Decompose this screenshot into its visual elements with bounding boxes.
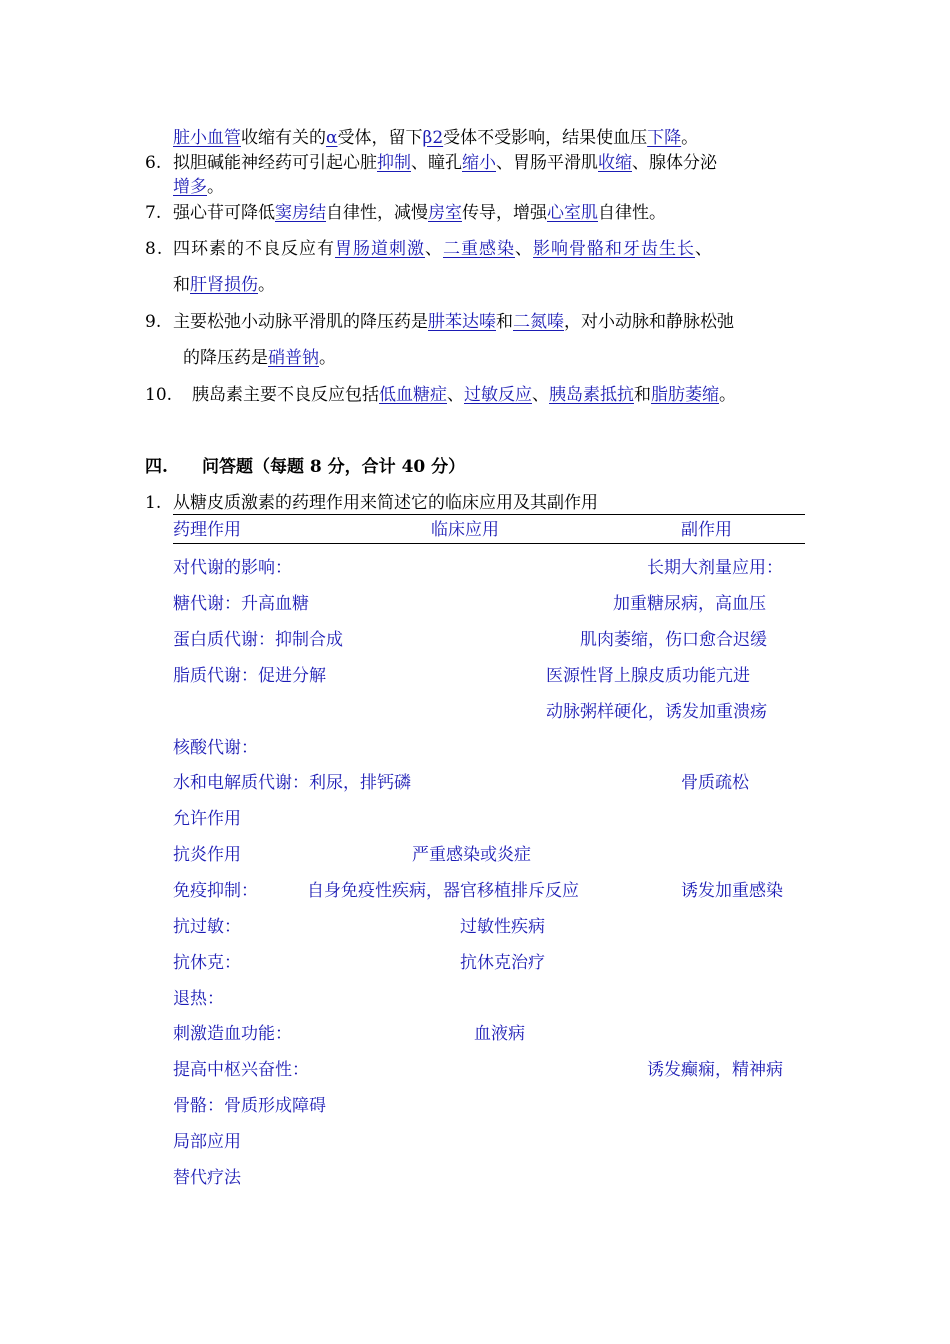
- table-top-rule: [173, 514, 805, 515]
- table-cell: 局部应用: [173, 1132, 241, 1152]
- text: 四环素的不良反应有: [173, 239, 335, 259]
- text: 受体不受影响，结果使血压: [443, 128, 648, 148]
- table-cell: 允许作用: [173, 809, 241, 829]
- table-cell: 蛋白质代谢：抑制合成: [173, 630, 343, 650]
- fill-item-7: [145, 202, 666, 224]
- table-cell: 骨骼：骨质形成障碍: [173, 1096, 326, 1116]
- table-cell: 加重糖尿病，高血压: [613, 594, 766, 614]
- table-cell: 对代谢的影响：: [173, 558, 292, 578]
- text: 的降压药是: [183, 348, 268, 368]
- table-cell: 脂质代谢：促进分解: [173, 666, 326, 686]
- text: 。: [719, 385, 736, 405]
- text: 。: [207, 177, 224, 197]
- table-cell: 刺激造血功能：: [173, 1024, 292, 1044]
- text: 拟胆碱能神经药可引起心脏: [173, 153, 377, 173]
- question-number: 1.: [145, 493, 162, 513]
- fill-item-9: [145, 311, 734, 333]
- text: 、腺体分泌: [632, 153, 717, 173]
- text: 。: [681, 128, 699, 148]
- question-text: 从糖皮质激素的药理作用来简述它的临床应用及其副作用: [173, 493, 598, 513]
- answer: 脂肪萎缩: [651, 385, 719, 405]
- answer: 增多: [173, 177, 207, 197]
- table-cell: 抗休克：: [173, 953, 241, 973]
- table-cell: 肌肉萎缩，伤口愈合迟缓: [580, 630, 767, 650]
- text: ，对小动脉和静脉松弛: [564, 312, 734, 332]
- text: 、瞳孔: [411, 153, 462, 173]
- table-header-side-effects: 副作用: [681, 520, 732, 540]
- text: 自律性。: [598, 203, 666, 223]
- answer: 胰岛素抵抗: [549, 385, 634, 405]
- answer: 心室肌: [547, 203, 598, 223]
- table-header-rule: [173, 543, 805, 544]
- fill-line-5-continuation: [173, 127, 698, 149]
- fill-item-6-cont: [173, 176, 224, 198]
- text: 收缩有关的: [241, 128, 326, 148]
- table-cell: 动脉粥样硬化，诱发加重溃疡: [546, 702, 767, 722]
- item-number: 6.: [145, 153, 162, 173]
- table-cell: 医源性肾上腺皮质功能亢进: [546, 666, 750, 686]
- answer: 缩小: [462, 153, 496, 173]
- answer: 脏小血管: [173, 128, 241, 148]
- text: 。: [258, 275, 275, 295]
- answer: 收缩: [598, 153, 632, 173]
- item-number: 9.: [145, 312, 162, 332]
- answer: α: [326, 128, 338, 148]
- table-cell: 水和电解质代谢：利尿，排钙磷: [173, 773, 411, 793]
- text: 自律性，减慢: [326, 203, 428, 223]
- text: 、胃肠平滑肌: [496, 153, 598, 173]
- table-cell: 过敏性疾病: [460, 917, 545, 937]
- text: 受体，留下: [337, 128, 423, 148]
- answer: 窦房结: [275, 203, 326, 223]
- table-header-clinical: 临床应用: [431, 520, 499, 540]
- answer: β2: [422, 128, 444, 148]
- text: 。: [319, 348, 336, 368]
- text: 、: [515, 239, 533, 259]
- text: 传导，增强: [462, 203, 547, 223]
- answer: 胃肠道刺激: [335, 239, 425, 259]
- answer: 肝肾损伤: [190, 275, 258, 295]
- section-number: 四.: [145, 457, 168, 477]
- answer: 影响骨骼和牙齿生长: [533, 239, 695, 259]
- answer: 低血糖症: [379, 385, 447, 405]
- text: 胰岛素主要不良反应包括: [192, 385, 379, 405]
- answer: 二氮嗪: [513, 312, 564, 332]
- answer: 房室: [428, 203, 462, 223]
- table-cell: 诱发癫痫，精神病: [647, 1060, 783, 1080]
- fill-item-10: [145, 384, 736, 406]
- table-cell: 免疫抑制：: [173, 881, 258, 901]
- table-cell: 严重感染或炎症: [412, 845, 531, 865]
- item-number: 8.: [145, 239, 164, 259]
- answer: 二重感染: [443, 239, 515, 259]
- table-header-pharmacology: 药理作用: [173, 520, 241, 540]
- text: 和: [496, 312, 513, 332]
- fill-item-9-cont: [183, 347, 336, 369]
- section-title: 问答题（每题 8 分，合计 40 分）: [202, 457, 466, 477]
- table-cell: 抗过敏：: [173, 917, 241, 937]
- fill-item-8-cont: [173, 274, 275, 296]
- text: 强心苷可降低: [173, 203, 275, 223]
- text: 、: [447, 385, 464, 405]
- table-cell: 自身免疫性疾病，器官移植排斥反应: [307, 881, 579, 901]
- table-cell: 血液病: [474, 1024, 525, 1044]
- item-number: 10.: [145, 385, 173, 405]
- answer: 肼苯达嗪: [428, 312, 496, 332]
- table-cell: 糖代谢：升高血糖: [173, 594, 309, 614]
- text: 、: [695, 239, 713, 259]
- text: 和: [173, 275, 190, 295]
- text: 和: [634, 385, 651, 405]
- answer: 下降: [647, 128, 682, 148]
- text: 、: [425, 239, 443, 259]
- table-cell: 骨质疏松: [681, 773, 749, 793]
- table-cell: 长期大剂量应用：: [647, 558, 783, 578]
- table-cell: 诱发加重感染: [681, 881, 783, 901]
- question-1: [145, 492, 598, 514]
- section-heading: [145, 456, 465, 478]
- table-cell: 提高中枢兴奋性：: [173, 1060, 309, 1080]
- text: 、: [532, 385, 549, 405]
- answer: 抑制: [377, 153, 411, 173]
- item-number: 7.: [145, 203, 162, 223]
- answer: 过敏反应: [464, 385, 532, 405]
- table-cell: 核酸代谢：: [173, 738, 258, 758]
- table-cell: 替代疗法: [173, 1168, 241, 1188]
- table-cell: 退热：: [173, 989, 224, 1009]
- table-cell: 抗休克治疗: [460, 953, 545, 973]
- fill-item-8: [145, 238, 713, 260]
- table-cell: 抗炎作用: [173, 845, 241, 865]
- text: 主要松弛小动脉平滑肌的降压药是: [173, 312, 428, 332]
- answer: 硝普钠: [268, 348, 319, 368]
- fill-item-6: [145, 152, 717, 174]
